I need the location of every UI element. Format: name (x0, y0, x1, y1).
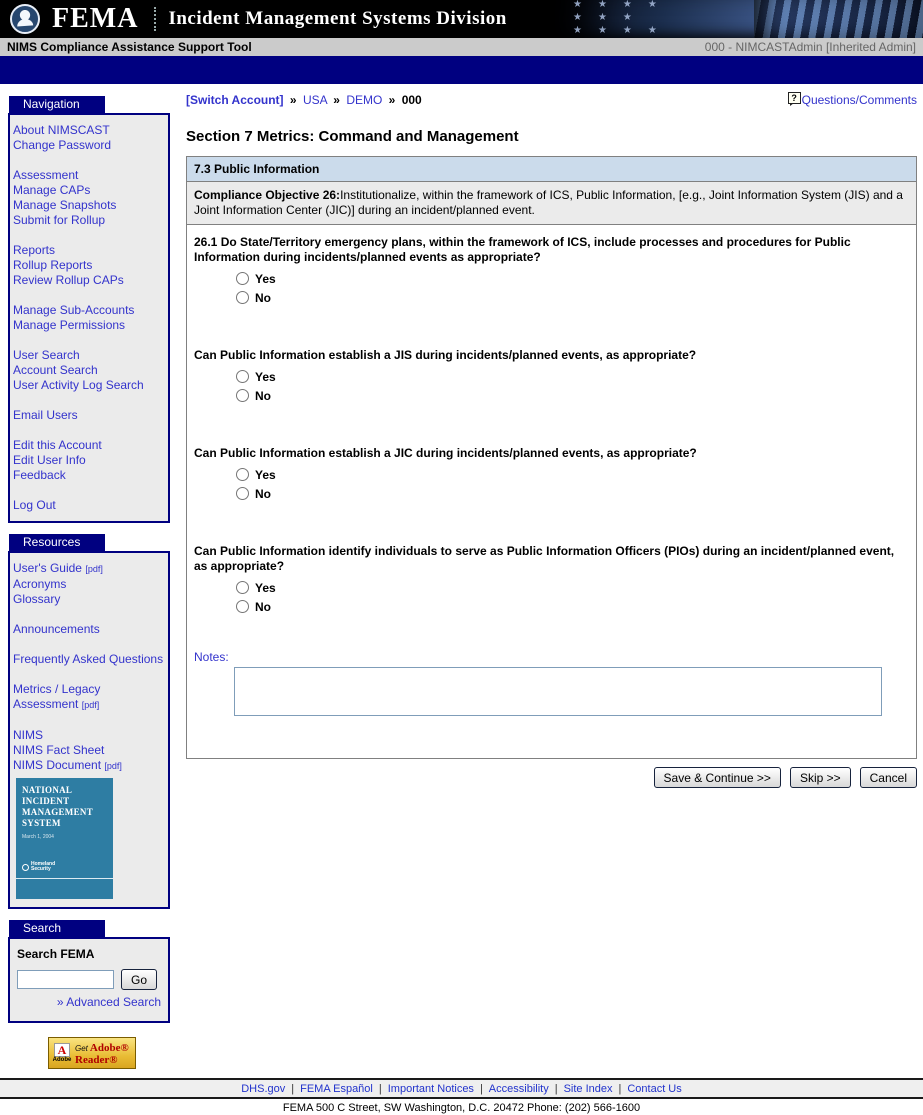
radio-option-no[interactable] (236, 386, 909, 405)
header-divider (154, 7, 156, 31)
breadcrumb-separator: » (388, 93, 396, 107)
sidebar-item-submit-for-rollup[interactable]: Submit for Rollup (13, 213, 106, 227)
footer-link-accessibility[interactable]: Accessibility (488, 1082, 549, 1095)
sidebar-item-feedback[interactable]: Feedback (13, 468, 66, 482)
sidebar-item-manage-caps[interactable]: Manage CAPs (13, 183, 91, 197)
radio-label: Yes (255, 580, 276, 595)
adobe-logo-icon: A (54, 1043, 70, 1057)
radio-no[interactable] (236, 487, 249, 500)
radio-label: No (255, 388, 271, 403)
radio-option-yes[interactable] (236, 367, 909, 386)
questions-comments-label: Questions/Comments (801, 93, 917, 107)
switch-account-link[interactable]: [Switch Account] (186, 93, 284, 107)
notes-textarea[interactable] (234, 667, 882, 716)
radio-label: Yes (255, 271, 276, 286)
sidebar-item-glossary[interactable]: Glossary (13, 592, 61, 606)
sidebar-item-user-activity-log-search[interactable]: User Activity Log Search (13, 378, 144, 392)
top-header (0, 0, 923, 38)
sidebar-item-acronyms[interactable]: Acronyms (13, 577, 67, 591)
book-org: Homeland Security (31, 861, 56, 872)
pdf-tag: [pdf] (85, 564, 103, 574)
save-continue-button[interactable]: Save & Continue >> (654, 767, 781, 788)
compliance-objective (187, 182, 916, 225)
page-title: Section 7 Metrics: Command and Management (186, 128, 519, 145)
question-text: Can Public Information establish a JIS during incidents/planned events, as appropriate? (194, 348, 697, 362)
sidebar-item-review-rollup-caps[interactable]: Review Rollup CAPs (13, 273, 124, 287)
radio-no[interactable] (236, 291, 249, 304)
sidebar-item-account-search[interactable]: Account Search (13, 363, 98, 377)
skip-button[interactable]: Skip >> (790, 767, 851, 788)
sidebar-item-rollup-reports[interactable]: Rollup Reports (13, 258, 93, 272)
radio-yes[interactable] (236, 468, 249, 481)
navy-bar (0, 56, 923, 84)
breadcrumb-link-demo[interactable]: DEMO (346, 93, 383, 107)
footer-link-site-index[interactable]: Site Index (563, 1082, 613, 1095)
radio-yes[interactable] (236, 581, 249, 594)
navigation-panel (8, 96, 170, 523)
sidebar-item-change-password[interactable]: Change Password (13, 138, 112, 152)
sidebar-item-assessment[interactable]: Assessment (13, 168, 79, 182)
question-26-1 (194, 235, 909, 307)
app-bar (0, 38, 923, 56)
sidebar-item-about-nimscast[interactable]: About NIMSCAST (13, 123, 110, 137)
sidebar-item-announcements[interactable]: Announcements (13, 622, 100, 636)
radio-no[interactable] (236, 600, 249, 613)
pdf-tag: [pdf] (81, 700, 100, 710)
breadcrumb-current: 000 (401, 93, 422, 107)
adobe-brand-label: Adobe® (89, 1041, 129, 1054)
footer-link-contact-us[interactable]: Contact Us (627, 1082, 682, 1095)
question-bubble-icon: ? (788, 92, 801, 104)
user-status: 000 - NIMCASTAdmin [Inherited Admin] (704, 40, 916, 54)
dhs-seal-icon (10, 4, 40, 34)
sidebar-item-email-users[interactable]: Email Users (13, 408, 78, 422)
radio-label: No (255, 599, 271, 614)
radio-option-no[interactable] (236, 484, 909, 503)
book-date: March 1, 2004 (22, 834, 54, 840)
sidebar-item-nims-fact-sheet[interactable]: NIMS Fact Sheet (13, 743, 105, 757)
adobe-get-label: Get (75, 1043, 88, 1053)
search-input[interactable] (17, 970, 114, 989)
question-text: Can Public Information identify individuals to serve as Public Information Officers (PIOs) during an incident/planned event, as appropriate? (194, 544, 895, 573)
nims-document-cover[interactable] (16, 778, 113, 899)
adobe-caption: Adobe (52, 1057, 72, 1063)
question-pios (194, 544, 909, 616)
adobe-product-label: Reader® (75, 1053, 118, 1066)
footer-link-dhs-gov[interactable]: DHS.gov (241, 1082, 286, 1095)
fema-logo: FEMA (52, 3, 139, 34)
question-text: Can Public Information establish a JIC during incidents/planned events, as appropriate? (194, 446, 697, 460)
homeland-security-seal-icon (22, 864, 29, 871)
question-text: 26.1 Do State/Territory emergency plans, within the framework of ICS, include processes and procedures for Public Information during incidents/planned events as appropriate? (194, 235, 851, 264)
sidebar-item-metrics-legacy-assessment[interactable]: Metrics / Legacy Assessment [pdf] (13, 682, 101, 711)
sidebar-item-reports[interactable]: Reports (13, 243, 56, 257)
sidebar-item-edit-this-account[interactable]: Edit this Account (13, 438, 102, 452)
footer-separator: | (554, 1082, 558, 1095)
search-go-button[interactable]: Go (121, 969, 157, 990)
cancel-button[interactable]: Cancel (860, 767, 917, 788)
search-label: Search FEMA (17, 947, 95, 961)
compliance-objective-text: Institutionalize, within the framework of ICS, Public Information, [e.g., Joint Information System (JIS) and a Joint Information Center (JIC)] during an incident/planned event. (194, 188, 903, 217)
book-title: NATIONAL INCIDENT MANAGEMENT SYSTEM (22, 785, 93, 828)
breadcrumb (186, 93, 422, 107)
compliance-objective-label: Compliance Objective 26: (194, 188, 341, 202)
radio-no[interactable] (236, 389, 249, 402)
search-panel-header: Search (9, 920, 105, 937)
resources-panel (8, 534, 170, 909)
navigation-panel-header: Navigation (9, 96, 105, 113)
question-jis (194, 348, 909, 405)
sidebar-item-manage-snapshots[interactable]: Manage Snapshots (13, 198, 117, 212)
assessment-form (186, 156, 917, 759)
footer-link-fema-espanol[interactable]: FEMA Español (300, 1082, 373, 1095)
sidebar-item-log-out[interactable]: Log Out (13, 498, 56, 512)
sidebar-item-manage-sub-accounts[interactable]: Manage Sub-Accounts (13, 303, 135, 317)
notes-label: Notes: (194, 650, 229, 664)
radio-option-yes[interactable] (236, 465, 909, 484)
radio-option-yes[interactable] (236, 269, 909, 288)
footer-separator: | (618, 1082, 622, 1095)
radio-label: No (255, 486, 271, 501)
breadcrumb-separator: » (333, 93, 340, 107)
pdf-tag: [pdf] (104, 761, 122, 771)
radio-yes[interactable] (236, 272, 249, 285)
footer-separator: | (479, 1082, 483, 1095)
footer-address: FEMA 500 C Street, SW Washington, D.C. 20472 Phone: (202) 566-1600 (282, 1102, 641, 1114)
radio-option-no[interactable] (236, 288, 909, 307)
sidebar-item-faq[interactable]: Frequently Asked Questions (13, 652, 164, 666)
sidebar-item-edit-user-info[interactable]: Edit User Info (13, 453, 86, 467)
app-title: NIMS Compliance Assistance Support Tool (7, 40, 252, 54)
sidebar-item-nims-document[interactable]: NIMS Document [pdf] (13, 758, 122, 772)
question-jic (194, 446, 909, 503)
breadcrumb-link-usa[interactable]: USA (302, 93, 327, 107)
breadcrumb-separator: » (289, 93, 297, 107)
radio-label: No (255, 290, 271, 305)
footer-link-bar (0, 1078, 923, 1099)
sidebar-item-nims[interactable]: NIMS (13, 728, 43, 742)
division-title: Incident Management Systems Division (168, 8, 507, 29)
section-heading: 7.3 Public Information (187, 157, 916, 182)
footer-link-important-notices[interactable]: Important Notices (387, 1082, 474, 1095)
get-adobe-reader-badge[interactable] (48, 1037, 136, 1069)
radio-option-no[interactable] (236, 597, 909, 616)
book-cover-divider (16, 878, 113, 879)
radio-yes[interactable] (236, 370, 249, 383)
advanced-search-link[interactable]: » Advanced Search (56, 995, 161, 1009)
radio-option-yes[interactable] (236, 578, 909, 597)
footer-separator: | (378, 1082, 382, 1095)
notes-section (194, 650, 909, 758)
search-panel (8, 920, 170, 1023)
main-content (186, 93, 917, 788)
resources-panel-header: Resources (9, 534, 105, 551)
sidebar-item-manage-permissions[interactable]: Manage Permissions (13, 318, 126, 332)
sidebar-item-users-guide[interactable]: User's Guide [pdf] (13, 561, 103, 575)
sidebar-item-user-search[interactable]: User Search (13, 348, 80, 362)
questions-comments-link[interactable] (788, 93, 917, 107)
sidebar (8, 96, 170, 1023)
radio-label: Yes (255, 467, 276, 482)
radio-label: Yes (255, 369, 276, 384)
footer-separator: | (291, 1082, 295, 1095)
